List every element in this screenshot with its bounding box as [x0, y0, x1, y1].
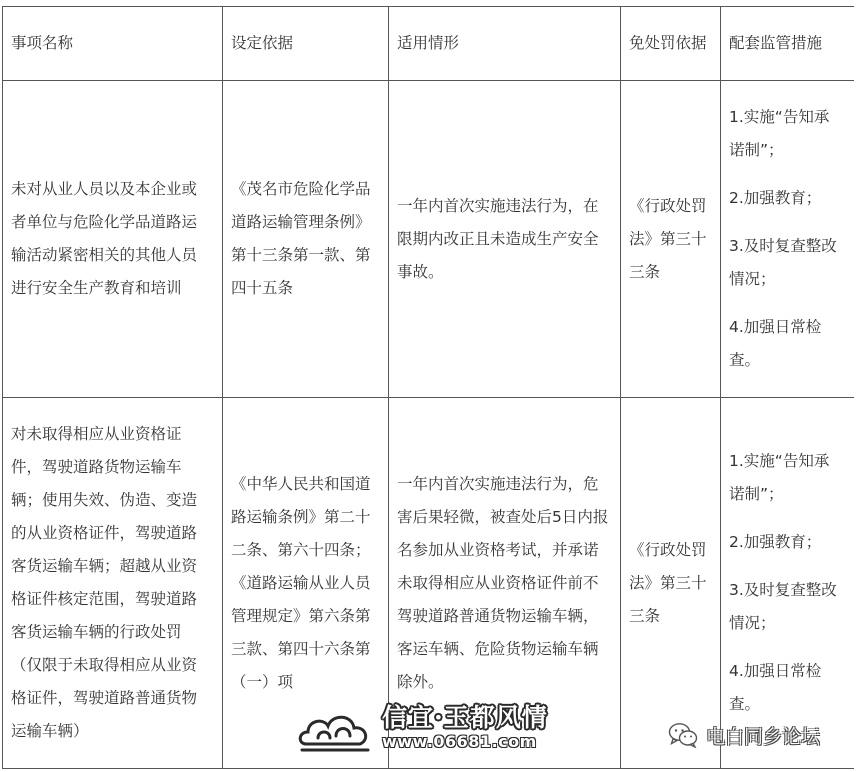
cell-situation: 一年内首次实施违法行为，在限期内改正且未造成生产安全事故。 [389, 81, 621, 398]
table-header-row [3, 7, 855, 81]
cloud-logo-icon [296, 700, 374, 754]
cell-basis: 《茂名市危险化学品道路运输管理条例》第十三条第一款、第四十五条 [223, 81, 389, 398]
cell-measures [721, 398, 855, 769]
forum-name: 电白同乡论坛 [706, 725, 821, 748]
cell-item-name: 对未取得相应从业资格证件，驾驶道路货物运输车辆；使用失效、伪造、变造的从业资格证件，驾驶道路客货运输车辆；超越从业资格证件核定范围，驾驶道路客货运输车辆的行政处罚（仅限于未取得相应从业资格证件，驾驶道路普通货物运输车辆） [3, 398, 223, 769]
measure-item: 3.及时复查整改情况； [729, 581, 837, 632]
header-measures: 配套监管措施 [721, 7, 855, 81]
table-row [3, 81, 855, 398]
wechat-icon [668, 722, 698, 748]
header-situation: 适用情形 [389, 7, 621, 81]
measure-item: 4.加强日常检查。 [729, 318, 822, 369]
cell-situation: 一年内首次实施违法行为，危害后果轻微，被查处后5日内报名参加从业资格考试，并承诺未取得相应从业资格证件前不驾驶道路普通货物运输车辆，客运车辆、危险货物运输车辆除外。 [389, 398, 621, 769]
cell-item-name: 未对从业人员以及本企业或者单位与危险化学品道路运输活动紧密相关的其他人员进行安全生产教育和培训 [3, 81, 223, 398]
site-url: www.06681.com [382, 732, 537, 751]
forum-watermark [668, 718, 820, 752]
cell-measures [721, 81, 855, 398]
header-basis: 设定依据 [223, 7, 389, 81]
measure-item: 1.实施“告知承诺制”； [729, 452, 830, 503]
measure-item: 1.实施“告知承诺制”； [729, 108, 830, 159]
cell-exemption-basis: 《行政处罚法》第三十三条 [621, 398, 721, 769]
exemption-table [2, 6, 854, 769]
header-item-name: 事项名称 [3, 7, 223, 81]
policy-table-container [2, 6, 854, 772]
cell-basis: 《中华人民共和国道路运输条例》第二十二条、第六十四条；《道路运输从业人员管理规定》第六条第三款、第四十六条第（一）项 [223, 398, 389, 769]
measures-list [729, 101, 844, 377]
header-exemption-basis: 免处罚依据 [621, 7, 721, 81]
measures-list [729, 445, 844, 721]
measure-item: 3.及时复查整改情况； [729, 237, 837, 288]
cell-exemption-basis: 《行政处罚法》第三十三条 [621, 81, 721, 398]
measure-item: 2.加强教育； [729, 189, 822, 207]
measure-item: 2.加强教育； [729, 533, 822, 551]
site-watermark [296, 698, 566, 758]
site-name: 信宜·玉都风情 [382, 703, 548, 732]
measure-item: 4.加强日常检查。 [729, 662, 822, 713]
